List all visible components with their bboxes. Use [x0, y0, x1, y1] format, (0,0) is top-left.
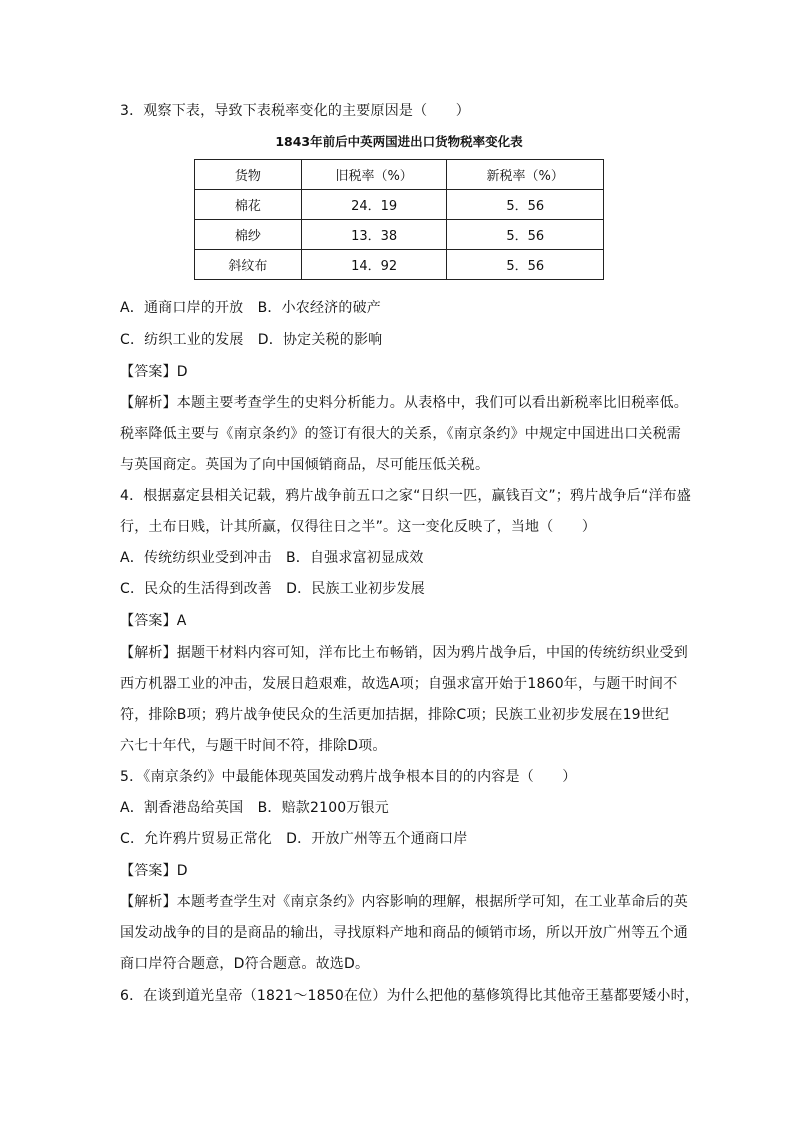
table-cell: 棉纱 [195, 220, 302, 250]
q4-options-cd: C．民众的生活得到改善 D．民族工业初步发展 [120, 581, 425, 597]
table-cell: 14．92 [301, 250, 447, 280]
table-cell: 13．38 [301, 220, 447, 250]
tax-rate-table [194, 159, 604, 280]
q5-options-ab: A．割香港岛给英国 B．赔款2100万银元 [120, 800, 390, 816]
table-header-cell: 新税率（%） [447, 160, 604, 190]
q4-analysis-line: 六七十年代，与题干时间不符，排除D项。 [120, 738, 387, 754]
table-row [195, 220, 604, 250]
q3-answer: 【答案】D [120, 364, 188, 380]
q5-analysis-line: 国发动战争的目的是商品的输出，寻找原料产地和商品的倾销市场，所以开放广州等五个通 [120, 925, 688, 941]
table-title: 1843年前后中英两国进出口货物税率变化表 [275, 134, 523, 149]
q4-stem-line: 行，土布日贱，计其所赢，仅得往日之半”。这一变化反映了，当地（ ） [120, 519, 597, 535]
table-row [195, 190, 604, 220]
table-header-cell: 货物 [195, 160, 302, 190]
q5-options-cd: C．允许鸦片贸易正常化 D．开放广州等五个通商口岸 [120, 831, 468, 847]
q3-options-ab: A．通商口岸的开放 B．小农经济的破产 [120, 300, 381, 316]
table-cell: 斜纹布 [195, 250, 302, 280]
q5-stem: 5．《南京条约》中最能体现英国发动鸦片战争根本目的的内容是（ ） [120, 769, 577, 785]
q4-analysis-line: 符，排除B项；鸦片战争使民众的生活更加拮据，排除C项；民族工业初步发展在19世纪 [120, 707, 670, 723]
q3-analysis-line: 【解析】本题主要考查学生的史料分析能力。从表格中，我们可以看出新税率比旧税率低。 [120, 395, 688, 411]
q3-stem: 3．观察下表，导致下表税率变化的主要原因是（ ） [120, 103, 470, 119]
q4-analysis-line: 【解析】据题干材料内容可知，洋布比土布畅销，因为鸦片战争后，中国的传统纺织业受到 [120, 645, 688, 661]
q4-options-ab: A．传统纺织业受到冲击 B．自强求富初显成效 [120, 550, 424, 566]
q5-analysis-line: 商口岸符合题意，D符合题意。故选D。 [120, 956, 370, 972]
q4-stem-line: 4．根据嘉定县相关记载，鸦片战争前五口之家“日织一匹，赢钱百文”；鸦片战争后“洋布盛 [120, 488, 692, 504]
q6-stem: 6．在谈到道光皇帝（1821～1850在位）为什么把他的墓修筑得比其他帝王墓都要矮小时， [120, 988, 699, 1004]
q5-answer: 【答案】D [120, 863, 188, 879]
table-cell: 24．19 [301, 190, 447, 220]
table-cell: 5．56 [447, 190, 604, 220]
table-row [195, 250, 604, 280]
table-header-cell: 旧税率（%） [301, 160, 447, 190]
q5-analysis-line: 【解析】本题考查学生对《南京条约》内容影响的理解，根据所学可知，在工业革命后的英 [120, 894, 688, 910]
q4-analysis-line: 西方机器工业的冲击，发展日趋艰难，故选A项；自强求富开始于1860年，与题干时间不 [120, 676, 678, 692]
q4-answer: 【答案】A [120, 613, 187, 629]
q3-analysis-line: 与英国商定。英国为了向中国倾销商品，尽可能压低关税。 [120, 457, 490, 473]
table-cell: 棉花 [195, 190, 302, 220]
table-cell: 5．56 [447, 250, 604, 280]
q3-analysis-line: 税率降低主要与《南京条约》的签订有很大的关系，《南京条约》中规定中国进出口关税需 [120, 426, 681, 442]
table-cell: 5．56 [447, 220, 604, 250]
q3-options-cd: C．纺织工业的发展 D．协定关税的影响 [120, 332, 383, 348]
table-header-row [195, 160, 604, 190]
